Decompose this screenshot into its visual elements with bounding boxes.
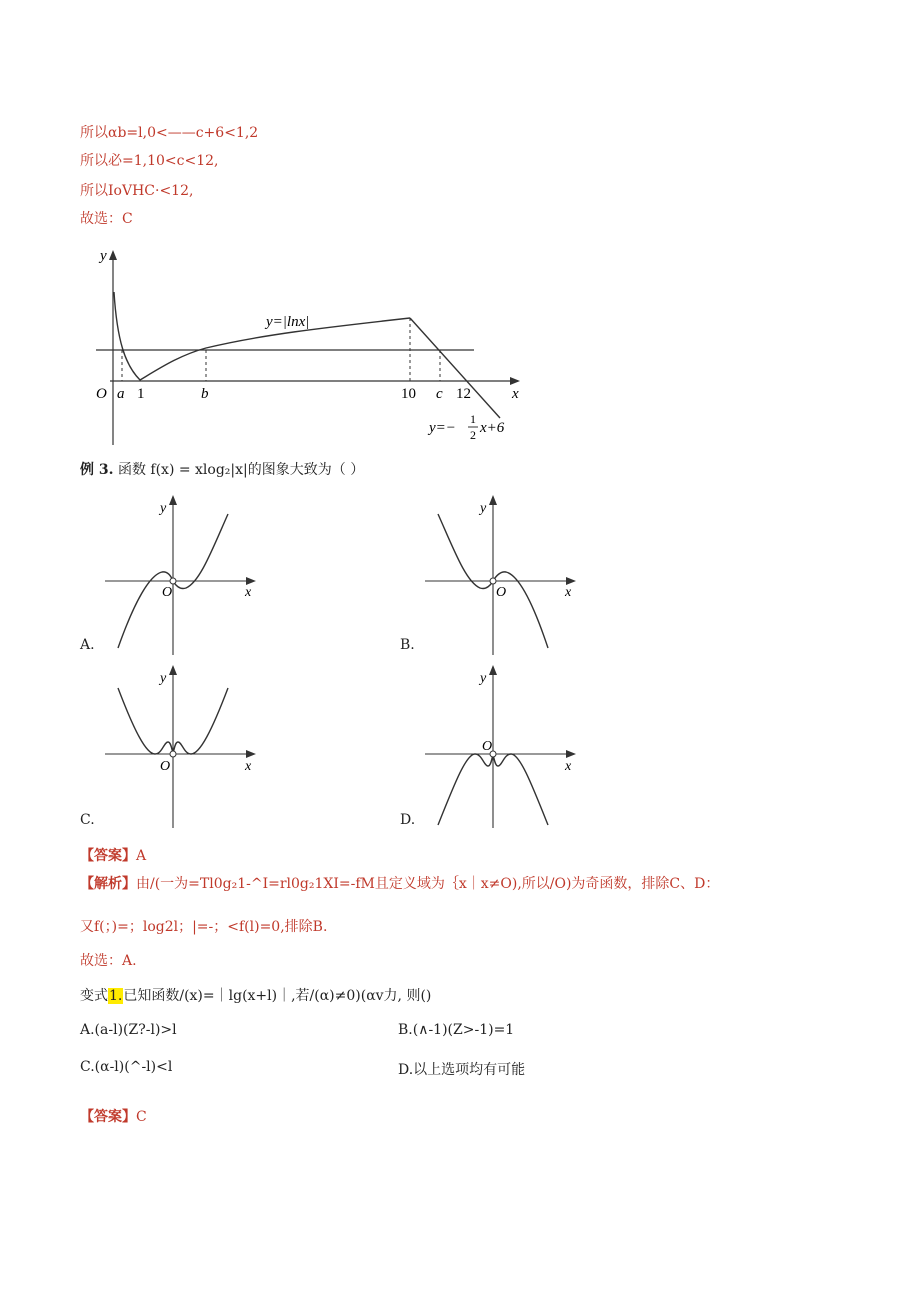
graph-option-c bbox=[100, 660, 260, 830]
answer-1 bbox=[80, 845, 146, 865]
variant-1 bbox=[80, 985, 431, 1005]
example-3 bbox=[80, 459, 364, 479]
analysis-tag: 【解析】 bbox=[80, 876, 136, 892]
option-b-y: y bbox=[480, 501, 487, 516]
analysis-line-2: 又f(；)=；log2l；|=-；<f(l)=0,排除B. bbox=[80, 919, 328, 935]
option-d-y: y bbox=[480, 671, 487, 686]
example-question: 函数 f(x) = xlog₂|x|的图象大致为（ ） bbox=[117, 462, 365, 478]
analysis-conclusion: 故选：A. bbox=[80, 953, 137, 969]
tick-10: 10 bbox=[401, 386, 416, 402]
previous-answer: 故选：C bbox=[80, 211, 133, 227]
option-d-o: O bbox=[482, 739, 493, 754]
example-label: 例 3. bbox=[80, 462, 114, 478]
answer-2-tag: 【答案】 bbox=[80, 1109, 136, 1125]
solution-line-3: 所以IoVHC·<12, bbox=[80, 183, 194, 199]
line-label-frac-num: 1 bbox=[470, 412, 476, 426]
choice-b: B.(∧-1)(Z>-1)=1 bbox=[398, 1022, 515, 1038]
analysis-line-1 bbox=[80, 873, 719, 893]
tick-1: 1 bbox=[137, 386, 145, 402]
option-d-x: x bbox=[565, 759, 572, 774]
choice-c: C.(α-l)(^-l)<l bbox=[80, 1059, 173, 1075]
variant-number: 1. bbox=[109, 988, 123, 1004]
figure-ln-graph bbox=[80, 240, 540, 445]
option-a-o: O bbox=[162, 585, 173, 600]
line-label-suffix: x+6 bbox=[480, 420, 505, 436]
tick-c: c bbox=[436, 386, 443, 402]
option-a-y: y bbox=[160, 501, 167, 516]
x-label: x bbox=[512, 386, 519, 402]
answer-1-tag: 【答案】 bbox=[80, 848, 136, 864]
tick-b: b bbox=[201, 386, 209, 402]
analysis-text-1: 由/(一为=Tl0g₂1-^I=rl0g₂1XI=-fM且定义域为｛x｜x≠O),所以/O)为奇函数，排除C、D： bbox=[136, 876, 720, 892]
curve-label: y=|lnx| bbox=[266, 314, 310, 330]
y-axis-arrow bbox=[109, 250, 117, 260]
line-label-frac-den: 2 bbox=[470, 428, 476, 442]
solution-line-2: 所以必=1,10<c<12, bbox=[80, 153, 219, 169]
y-label: y bbox=[100, 248, 107, 264]
tick-12: 12 bbox=[456, 386, 471, 402]
x-axis-arrow bbox=[510, 377, 520, 385]
origin-label: O bbox=[96, 386, 107, 402]
answer-2-value: C bbox=[136, 1109, 147, 1125]
variant-prefix: 变式 bbox=[80, 988, 108, 1004]
option-a-letter: A. bbox=[80, 637, 95, 653]
graph-option-a bbox=[100, 490, 260, 655]
option-a-x: x bbox=[245, 585, 252, 600]
option-b-x: x bbox=[565, 585, 572, 600]
choice-d: D.以上选项均有可能 bbox=[398, 1062, 526, 1078]
option-b-letter: B. bbox=[400, 637, 415, 653]
variant-text: 已知函数/(x)=｜lg(x+l)｜,若/(α)≠0)(αv力, 则() bbox=[123, 988, 432, 1004]
solution-line-1: 所以αb=l,0<——c+6<1,2 bbox=[80, 125, 259, 141]
tick-a: a bbox=[117, 386, 125, 402]
answer-1-value: A bbox=[136, 848, 147, 864]
graph-option-d bbox=[420, 660, 580, 830]
option-c-x: x bbox=[245, 759, 252, 774]
graph-option-b bbox=[420, 490, 580, 655]
option-c-letter: C. bbox=[80, 812, 95, 828]
option-c-o: O bbox=[160, 759, 171, 774]
answer-2 bbox=[80, 1106, 147, 1126]
decreasing-line bbox=[410, 318, 500, 418]
option-d-letter: D. bbox=[400, 812, 416, 828]
choice-a: A.(a-l)(Z?-l)>l bbox=[80, 1022, 177, 1038]
option-c-y: y bbox=[160, 671, 167, 686]
ln-curve bbox=[114, 292, 410, 380]
line-label-prefix: y=− bbox=[429, 420, 456, 436]
option-b-o: O bbox=[496, 585, 507, 600]
